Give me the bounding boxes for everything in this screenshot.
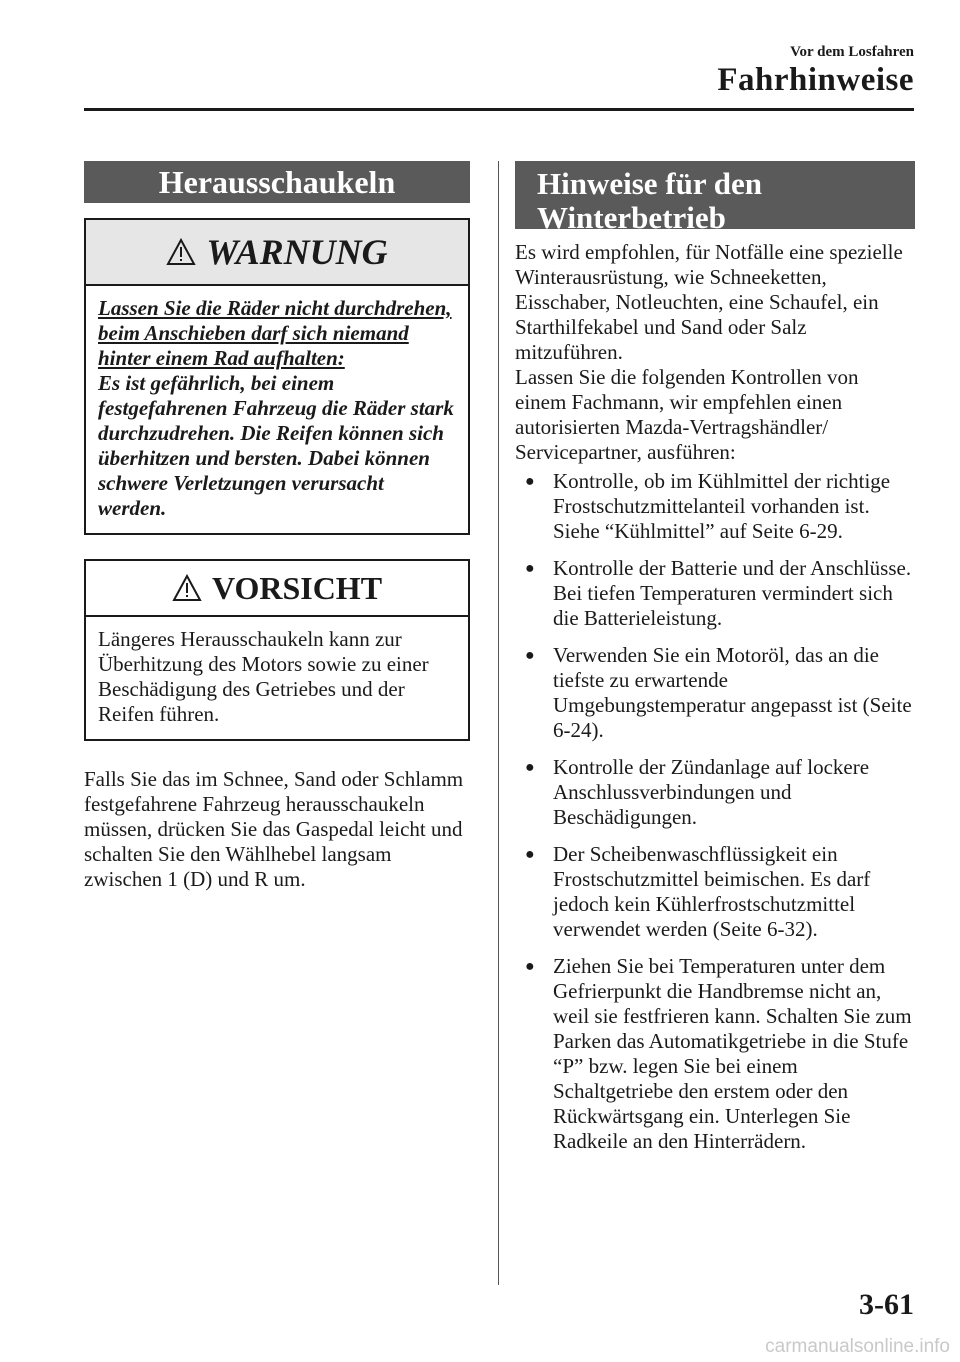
- bullet-icon: ●: [525, 846, 535, 863]
- winter-intro-2: Lassen Sie die folgenden Kontrollen von einem Fachmann, wir empfehlen einen autorisierten Mazda-Vertragshändler/ Servicepartner, ausführen:: [515, 365, 859, 464]
- bullet-icon: ●: [525, 647, 535, 664]
- warning-header: [86, 220, 468, 286]
- list-item: [515, 469, 915, 544]
- list-item-text: Kontrolle, ob im Kühlmittel der richtige Frostschutzmittelanteil vorhanden ist.: [553, 469, 891, 518]
- list-item: [515, 643, 915, 743]
- list-item-text: Verwenden Sie ein Motoröl, das an die tiefste zu erwartende Umgebungstemperatur angepasst ist (Seite 6-24).: [553, 643, 912, 742]
- herausschaukeln-heading: Herausschaukeln: [84, 161, 470, 203]
- herausschaukeln-paragraph: Falls Sie das im Schnee, Sand oder Schlamm festgefahrene Fahrzeug herausschaukeln müssen, drücken Sie das Gaspedal leicht und schalten Sie den Wählhebel langsam zwischen 1 (D) und R um.: [84, 767, 464, 891]
- warning-text: Es ist gefährlich, bei einem festgefahrenen Fahrzeug die Räder stark durchzudrehen. Die Reifen können sich überhitzen und bersten. Dabei können schwere Verletzungen verursacht werden.: [98, 371, 454, 520]
- bullet-icon: ●: [525, 473, 535, 490]
- left-column: [84, 161, 470, 892]
- bullet-icon: ●: [525, 560, 535, 577]
- list-item: [515, 556, 915, 631]
- warning-instruction: Lassen Sie die Räder nicht durchdrehen, beim Anschieben darf sich niemand hinter einem Rad aufhalten:: [98, 296, 452, 370]
- list-item-text: Der Scheibenwaschflüssigkeit ein Frostschutzmittel beimischen. Es darf jedoch kein Kühlerfrostschutzmittel verwendet werden (Seite 6-32).: [553, 842, 871, 941]
- caution-label: VORSICHT: [211, 569, 383, 606]
- watermark: carmanualsonline.info: [765, 1336, 950, 1357]
- warning-triangle-icon: [166, 238, 196, 266]
- list-item-text: Ziehen Sie bei Temperaturen unter dem Gefrierpunkt die Handbremse nicht an, weil sie festfrieren kann. Schalten Sie zum Parken das Automatikgetriebe in die Stufe “P” bzw. legen Sie bei einem Schaltgetriebe den erstem oder den Rückwärtsgang ein. Unterlegen Sie Radkeile an den Hinterrädern.: [553, 954, 912, 1153]
- winter-intro: Es wird empfohlen, für Notfälle eine spezielle Winterausrüstung, wie Schneeketten, Eisschaber, Notleuchten, eine Schaufel, ein Starthilfekabel und Sand oder Salz mitzuführen.: [515, 240, 903, 364]
- bullet-icon: ●: [525, 958, 535, 975]
- column-divider: [498, 161, 499, 1285]
- warning-box: [84, 218, 470, 535]
- list-item: [515, 954, 915, 1154]
- list-item-text: Kontrolle der Zündanlage auf lockere Anschlussverbindungen und Beschädigungen.: [553, 755, 870, 829]
- winter-checklist: [515, 469, 915, 1154]
- page-number: 3-61: [859, 1288, 914, 1321]
- list-item: [515, 842, 915, 942]
- list-item-text: Kontrolle der Batterie und der Anschlüsse. Bei tiefen Temperaturen vermindert sich die Batterieleistung.: [553, 556, 912, 630]
- chapter-label: Vor dem Losfahren: [790, 44, 914, 60]
- winterbetrieb-heading-line1: Hinweise für den: [537, 166, 763, 201]
- bullet-icon: ●: [525, 759, 535, 776]
- list-item-reference: Siehe “Kühlmittel” auf Seite 6-29.: [553, 519, 843, 543]
- caution-header: [86, 561, 468, 617]
- winterbetrieb-heading: [515, 161, 915, 235]
- caution-text: Längeres Herausschaukeln kann zur Überhitzung des Motors sowie zu einer Beschädigung des Getriebes und der Reifen führen.: [98, 627, 429, 726]
- right-column: [515, 161, 915, 1166]
- warning-body: [86, 286, 468, 533]
- warning-triangle-icon: [172, 574, 202, 602]
- warning-label: WARNUNG: [206, 232, 388, 272]
- list-item: [515, 755, 915, 830]
- winterbetrieb-heading-line2: Winterbetrieb: [537, 200, 726, 235]
- section-title: Fahrhinweise: [717, 62, 914, 98]
- header-rule: [84, 108, 914, 111]
- caution-box: [84, 559, 470, 741]
